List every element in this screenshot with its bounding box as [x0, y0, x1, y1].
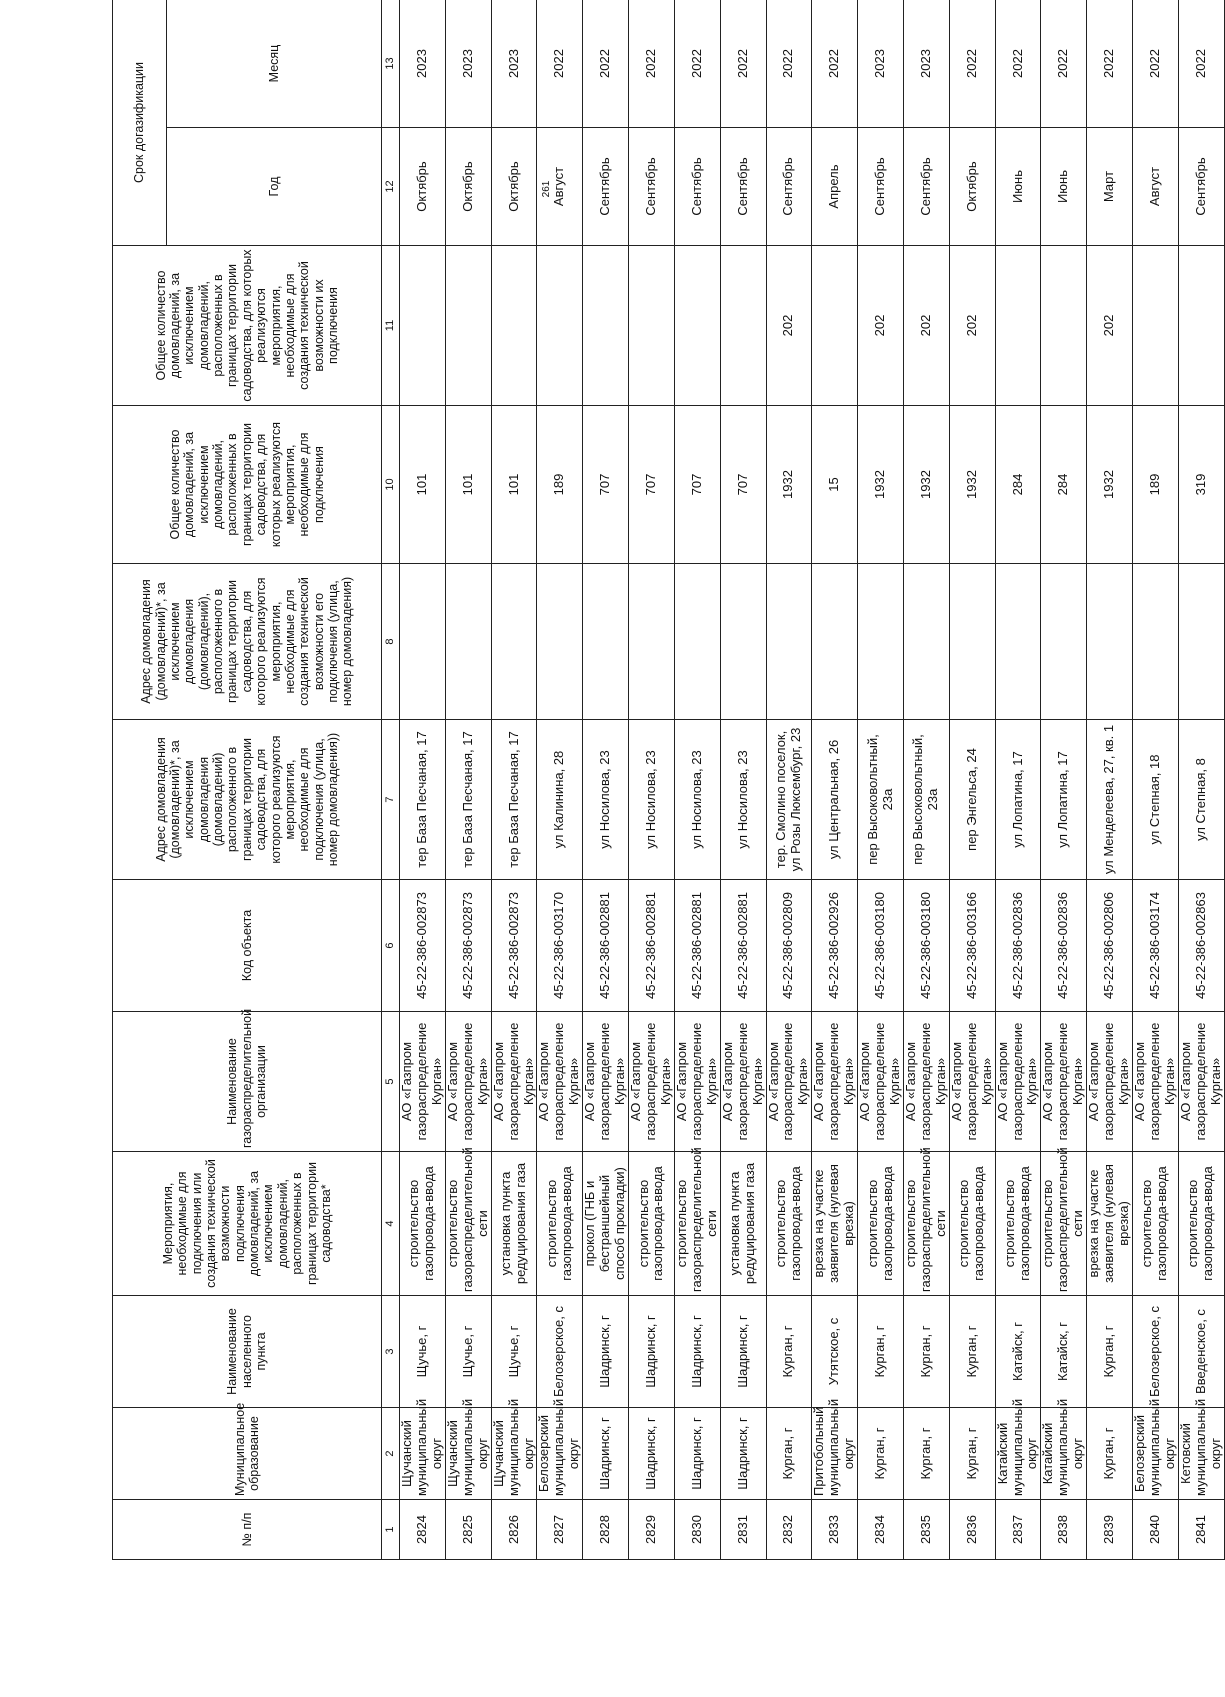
cell-municipality: Щучанский муниципальный округ [400, 1408, 446, 1500]
cell-address-connection: пер Высоковольтный, 23а [858, 720, 904, 880]
cell-measure: строительство газораспределительной сети [903, 1152, 949, 1296]
cell-count-technical [1178, 246, 1224, 406]
cell-count-connection: 319 [1178, 406, 1224, 564]
cell-municipality: Белозерский муниципальный округ [537, 1408, 583, 1500]
cell-address-connection: ул Носилова, 23 [674, 720, 720, 880]
cell-settlement: Щучье, г [445, 1296, 491, 1408]
cell-count-connection: 101 [400, 406, 446, 564]
cell-address-technical [766, 564, 812, 720]
cell-municipality: Курган, г [1087, 1408, 1133, 1500]
cell-settlement: Курган, г [858, 1296, 904, 1408]
cell-gas-company: АО «Газпром газораспределение Курган» [766, 1012, 812, 1152]
cell-count-technical [1133, 246, 1179, 406]
cell-object-code: 45-22-386-002926 [812, 880, 858, 1012]
cell-object-code: 45-22-386-002881 [720, 880, 766, 1012]
cell-settlement: Утятское, с [812, 1296, 858, 1408]
cell-row-number: 2831 [720, 1500, 766, 1560]
cell-object-code: 45-22-386-002873 [491, 880, 537, 1012]
cell-settlement: Щучье, г [400, 1296, 446, 1408]
cell-month: 2022 [766, 0, 812, 128]
cell-count-technical [674, 246, 720, 406]
cell-row-number: 2824 [400, 1500, 446, 1560]
column-number: 12 [382, 128, 400, 246]
cell-measure: строительство газопровода-ввода [1133, 1152, 1179, 1296]
cell-gas-company: АО «Газпром газораспределение Курган» [720, 1012, 766, 1152]
cell-gas-company: АО «Газпром газораспределение Курган» [674, 1012, 720, 1152]
cell-row-number: 2836 [949, 1500, 995, 1560]
cell-address-technical [674, 564, 720, 720]
cell-count-technical [491, 246, 537, 406]
cell-measure: установка пункта редуцирования газа [720, 1152, 766, 1296]
cell-address-technical [1087, 564, 1133, 720]
cell-count-technical: 202 [766, 246, 812, 406]
cell-count-connection: 707 [720, 406, 766, 564]
cell-settlement: Шадринск, г [583, 1296, 629, 1408]
cell-municipality: Курган, г [766, 1408, 812, 1500]
cell-measure: прокол (ГНБ и бестраншейный способ прокладки) [583, 1152, 629, 1296]
cell-address-technical [1178, 564, 1224, 720]
cell-row-number: 2839 [1087, 1500, 1133, 1560]
column-number: 8 [382, 564, 400, 720]
cell-municipality: Щучанский муниципальный округ [491, 1408, 537, 1500]
cell-row-number: 2838 [1041, 1500, 1087, 1560]
cell-address-connection: ул Степная, 18 [1133, 720, 1179, 880]
column-number: 4 [382, 1152, 400, 1296]
cell-gas-company: АО «Газпром газораспределение Курган» [537, 1012, 583, 1152]
table-row [1041, 0, 1087, 1560]
cell-gas-company: АО «Газпром газораспределение Курган» [491, 1012, 537, 1152]
table-row [445, 0, 491, 1560]
cell-row-number: 2829 [629, 1500, 675, 1560]
header-col-8: Адрес домовладения (домовладений)*, за исключением домовладения (домовладений), расположенного в границах территории садоводства, для которого реализуются мероприятия, необходимые для создания технической возможности его подключения (улица, номер домовладения) [113, 564, 382, 720]
column-number: 1 [382, 1500, 400, 1560]
cell-month: 2023 [491, 0, 537, 128]
table-row [674, 0, 720, 1560]
cell-count-technical: 202 [903, 246, 949, 406]
cell-settlement: Шадринск, г [674, 1296, 720, 1408]
cell-count-connection: 189 [1133, 406, 1179, 564]
header-col-4: Мероприятия, необходимые для подключения или создания технической возможности подключения домовладений, за исключением домовладений, расположенных в границах территории садоводства* [113, 1152, 382, 1296]
cell-address-technical [812, 564, 858, 720]
header-col-1: № п/п [113, 1500, 382, 1560]
cell-row-number: 2840 [1133, 1500, 1179, 1560]
cell-count-connection: 189 [537, 406, 583, 564]
cell-measure: строительство газопровода-ввода [400, 1152, 446, 1296]
header-col-12: Год [167, 128, 382, 246]
cell-address-connection: тер База Песчаная, 17 [445, 720, 491, 880]
cell-settlement: Курган, г [1087, 1296, 1133, 1408]
cell-count-technical [445, 246, 491, 406]
cell-count-technical [720, 246, 766, 406]
cell-address-connection: ул Центральная, 26 [812, 720, 858, 880]
cell-address-connection: ул Лопатина, 17 [995, 720, 1041, 880]
column-number: 11 [382, 246, 400, 406]
column-number: 6 [382, 880, 400, 1012]
cell-municipality: Курган, г [903, 1408, 949, 1500]
cell-year: Октябрь [445, 128, 491, 246]
cell-gas-company: АО «Газпром газораспределение Курган» [1087, 1012, 1133, 1152]
cell-object-code: 45-22-386-002806 [1087, 880, 1133, 1012]
cell-address-technical [1041, 564, 1087, 720]
table-row [720, 0, 766, 1560]
cell-year: Сентябрь [903, 128, 949, 246]
cell-measure: строительство газопровода-ввода [629, 1152, 675, 1296]
cell-row-number: 2825 [445, 1500, 491, 1560]
cell-address-connection: пер Высоковольтный, 23а [903, 720, 949, 880]
table-row [858, 0, 904, 1560]
header-col-10: Общее количество домовладений, за исключением домовладений, расположенных в границах территории садоводства, для которых реализуются мероприятия, необходимые для подключения [113, 406, 382, 564]
cell-municipality: Шадринск, г [629, 1408, 675, 1500]
cell-row-number: 2827 [537, 1500, 583, 1560]
cell-municipality: Курган, г [858, 1408, 904, 1500]
cell-year: Сентябрь [583, 128, 629, 246]
cell-gas-company: АО «Газпром газораспределение Курган» [812, 1012, 858, 1152]
cell-gas-company: АО «Газпром газораспределение Курган» [629, 1012, 675, 1152]
cell-count-connection: 707 [629, 406, 675, 564]
cell-count-technical [812, 246, 858, 406]
cell-municipality: Щучанский муниципальный округ [445, 1408, 491, 1500]
cell-gas-company: АО «Газпром газораспределение Курган» [1133, 1012, 1179, 1152]
table-row [949, 0, 995, 1560]
header-col-5: Наименование газораспределительной организации [113, 1012, 382, 1152]
cell-municipality: Шадринск, г [583, 1408, 629, 1500]
cell-address-technical [858, 564, 904, 720]
cell-year: Март [1087, 128, 1133, 246]
cell-settlement: Щучье, г [491, 1296, 537, 1408]
cell-month: 2022 [1133, 0, 1179, 128]
cell-object-code: 45-22-386-003174 [1133, 880, 1179, 1012]
cell-year: Октябрь [491, 128, 537, 246]
cell-month: 2022 [537, 0, 583, 128]
cell-gas-company: АО «Газпром газораспределение Курган» [903, 1012, 949, 1152]
header-col-11: Общее количество домовладений, за исключением домовладений, расположенных в границах территории садоводства, для которых реализуются мероприятия, необходимые для создания технической возможности их подключения [113, 246, 382, 406]
cell-month: 2022 [629, 0, 675, 128]
cell-row-number: 2828 [583, 1500, 629, 1560]
column-number: 2 [382, 1408, 400, 1500]
header-col-7: Адрес домовладения (домовладений)*, за исключением домовладения (домовладений) расположенного в границах территории садоводства, для которого реализуются мероприятия, необходимые для подключения (улица, номер домовладения)) [113, 720, 382, 880]
cell-month: 2022 [949, 0, 995, 128]
cell-address-connection: тер. Смолино поселок, ул Розы Люксембург, 23 [766, 720, 812, 880]
cell-address-technical [583, 564, 629, 720]
cell-address-technical [720, 564, 766, 720]
column-number: 5 [382, 1012, 400, 1152]
table-row [583, 0, 629, 1560]
cell-municipality: Кетовский муниципальный округ [1178, 1408, 1224, 1500]
cell-month: 2022 [1178, 0, 1224, 128]
table-row [400, 0, 446, 1560]
cell-address-connection: тер База Песчаная, 17 [400, 720, 446, 880]
gasification-table [112, 0, 1225, 1560]
column-number: 3 [382, 1296, 400, 1408]
rotated-table-wrapper [112, 0, 1223, 1560]
cell-gas-company: АО «Газпром газораспределение Курган» [583, 1012, 629, 1152]
cell-address-technical [629, 564, 675, 720]
cell-municipality: Шадринск, г [674, 1408, 720, 1500]
cell-municipality: Катайский муниципальный округ [1041, 1408, 1087, 1500]
cell-year: Август [537, 128, 583, 246]
cell-gas-company: АО «Газпром газораспределение Курган» [995, 1012, 1041, 1152]
cell-measure: строительство газораспределительной сети [1041, 1152, 1087, 1296]
cell-month: 2022 [583, 0, 629, 128]
cell-count-connection: 1932 [1087, 406, 1133, 564]
cell-address-connection: ул Носилова, 23 [629, 720, 675, 880]
cell-object-code: 45-22-386-002881 [583, 880, 629, 1012]
cell-gas-company: АО «Газпром газораспределение Курган» [1178, 1012, 1224, 1152]
cell-municipality: Шадринск, г [720, 1408, 766, 1500]
page-number: 261 [541, 180, 552, 198]
cell-gas-company: АО «Газпром газораспределение Курган» [949, 1012, 995, 1152]
cell-year: Июнь [995, 128, 1041, 246]
cell-address-connection: тер База Песчаная, 17 [491, 720, 537, 880]
cell-month: 2022 [1087, 0, 1133, 128]
cell-measure: строительство газопровода-ввода [1178, 1152, 1224, 1296]
cell-year: Сентябрь [858, 128, 904, 246]
cell-count-connection: 15 [812, 406, 858, 564]
cell-count-technical [629, 246, 675, 406]
cell-row-number: 2826 [491, 1500, 537, 1560]
cell-settlement: Шадринск, г [629, 1296, 675, 1408]
table-row [1133, 0, 1179, 1560]
cell-object-code: 45-22-386-003180 [858, 880, 904, 1012]
cell-row-number: 2835 [903, 1500, 949, 1560]
cell-year: Октябрь [400, 128, 446, 246]
cell-settlement: Катайск, г [995, 1296, 1041, 1408]
table-row [1178, 0, 1224, 1560]
cell-count-connection: 284 [995, 406, 1041, 564]
table-row [812, 0, 858, 1560]
cell-settlement: Катайск, г [1041, 1296, 1087, 1408]
cell-row-number: 2830 [674, 1500, 720, 1560]
cell-count-connection: 101 [445, 406, 491, 564]
cell-settlement: Курган, г [949, 1296, 995, 1408]
cell-municipality: Катайский муниципальный округ [995, 1408, 1041, 1500]
header-col-13: Месяц [167, 0, 382, 128]
cell-municipality: Притобольный муниципальный округ [812, 1408, 858, 1500]
cell-year: Апрель [812, 128, 858, 246]
cell-count-technical [1041, 246, 1087, 406]
cell-year: Сентябрь [766, 128, 812, 246]
cell-count-technical [537, 246, 583, 406]
cell-count-connection: 707 [674, 406, 720, 564]
cell-count-technical [995, 246, 1041, 406]
cell-measure: строительство газопровода-ввода [949, 1152, 995, 1296]
cell-count-technical [400, 246, 446, 406]
cell-object-code: 45-22-386-002809 [766, 880, 812, 1012]
cell-gas-company: АО «Газпром газораспределение Курган» [858, 1012, 904, 1152]
cell-measure: врезка на участке заявителя (нулевая врезка) [812, 1152, 858, 1296]
column-number: 10 [382, 406, 400, 564]
table-body [400, 0, 1225, 1560]
cell-measure: строительство газопровода-ввода [858, 1152, 904, 1296]
cell-address-technical [995, 564, 1041, 720]
column-number: 7 [382, 720, 400, 880]
cell-count-connection: 1932 [903, 406, 949, 564]
cell-address-connection: ул Лопатина, 17 [1041, 720, 1087, 880]
cell-row-number: 2837 [995, 1500, 1041, 1560]
cell-month: 2023 [445, 0, 491, 128]
cell-address-connection: ул Носилова, 23 [720, 720, 766, 880]
table-row [537, 0, 583, 1560]
header-srok: Срок догазификации [113, 0, 167, 246]
cell-gas-company: АО «Газпром газораспределение Курган» [400, 1012, 446, 1152]
cell-row-number: 2834 [858, 1500, 904, 1560]
cell-settlement: Шадринск, г [720, 1296, 766, 1408]
cell-count-connection: 284 [1041, 406, 1087, 564]
cell-year: Июнь [1041, 128, 1087, 246]
table-row [1087, 0, 1133, 1560]
column-number: 13 [382, 0, 400, 128]
table-row [995, 0, 1041, 1560]
cell-object-code: 45-22-386-002881 [629, 880, 675, 1012]
cell-measure: врезка на участке заявителя (нулевая врезка) [1087, 1152, 1133, 1296]
cell-year: Сентябрь [674, 128, 720, 246]
cell-object-code: 45-22-386-002881 [674, 880, 720, 1012]
cell-address-technical [400, 564, 446, 720]
cell-object-code: 45-22-386-002836 [1041, 880, 1087, 1012]
cell-year: Сентябрь [629, 128, 675, 246]
cell-row-number: 2841 [1178, 1500, 1224, 1560]
table-row [903, 0, 949, 1560]
table-row [491, 0, 537, 1560]
cell-year: Август [1133, 128, 1179, 246]
cell-year: Октябрь [949, 128, 995, 246]
cell-gas-company: АО «Газпром газораспределение Курган» [1041, 1012, 1087, 1152]
cell-month: 2023 [903, 0, 949, 128]
cell-measure: строительство газораспределительной сети [674, 1152, 720, 1296]
cell-count-technical: 202 [949, 246, 995, 406]
header-col-2: Муниципальное образование [113, 1408, 382, 1500]
cell-year: Сентябрь [720, 128, 766, 246]
table-row [766, 0, 812, 1560]
cell-settlement: Курган, г [766, 1296, 812, 1408]
header-col-6: Код объекта [113, 880, 382, 1012]
cell-address-connection: ул Калинина, 28 [537, 720, 583, 880]
cell-address-technical [537, 564, 583, 720]
cell-month: 2023 [858, 0, 904, 128]
cell-year: Сентябрь [1178, 128, 1224, 246]
cell-address-technical [949, 564, 995, 720]
cell-municipality: Курган, г [949, 1408, 995, 1500]
cell-settlement: Введенское, с [1178, 1296, 1224, 1408]
cell-address-technical [445, 564, 491, 720]
cell-month: 2022 [720, 0, 766, 128]
cell-object-code: 45-22-386-003180 [903, 880, 949, 1012]
cell-municipality: Белозерский муниципальный округ [1133, 1408, 1179, 1500]
cell-settlement: Белозерское, с [1133, 1296, 1179, 1408]
cell-count-connection: 707 [583, 406, 629, 564]
cell-month: 2023 [400, 0, 446, 128]
cell-object-code: 45-22-386-002873 [400, 880, 446, 1012]
cell-measure: установка пункта редуцирования газа [491, 1152, 537, 1296]
cell-settlement: Курган, г [903, 1296, 949, 1408]
cell-row-number: 2833 [812, 1500, 858, 1560]
cell-row-number: 2832 [766, 1500, 812, 1560]
cell-month: 2022 [812, 0, 858, 128]
cell-month: 2022 [674, 0, 720, 128]
cell-gas-company: АО «Газпром газораспределение Курган» [445, 1012, 491, 1152]
cell-measure: строительство газопровода-ввода [766, 1152, 812, 1296]
cell-count-technical: 202 [858, 246, 904, 406]
cell-address-connection: ул Менделеева, 27, кв. 1 [1087, 720, 1133, 880]
cell-address-connection: ул Степная, 8 [1178, 720, 1224, 880]
cell-settlement: Белозерское, с [537, 1296, 583, 1408]
cell-object-code: 45-22-386-002873 [445, 880, 491, 1012]
cell-count-technical: 202 [1087, 246, 1133, 406]
cell-object-code: 45-22-386-002836 [995, 880, 1041, 1012]
cell-measure: строительство газопровода-ввода [537, 1152, 583, 1296]
cell-month: 2022 [995, 0, 1041, 128]
cell-count-connection: 1932 [766, 406, 812, 564]
cell-count-connection: 1932 [949, 406, 995, 564]
cell-measure: строительство газопровода-ввода [995, 1152, 1041, 1296]
cell-count-technical [583, 246, 629, 406]
table-row [629, 0, 675, 1560]
cell-object-code: 45-22-386-002863 [1178, 880, 1224, 1012]
header-col-3: Наименование населенного пункта [113, 1296, 382, 1408]
cell-object-code: 45-22-386-003170 [537, 880, 583, 1012]
cell-object-code: 45-22-386-003166 [949, 880, 995, 1012]
cell-address-technical [903, 564, 949, 720]
column-number-row [382, 0, 400, 1560]
cell-count-connection: 101 [491, 406, 537, 564]
cell-address-technical [491, 564, 537, 720]
cell-month: 2022 [1041, 0, 1087, 128]
cell-measure: строительство газораспределительной сети [445, 1152, 491, 1296]
cell-address-connection: ул Носилова, 23 [583, 720, 629, 880]
cell-count-connection: 1932 [858, 406, 904, 564]
cell-address-technical [1133, 564, 1179, 720]
cell-address-connection: пер Энгельса, 24 [949, 720, 995, 880]
